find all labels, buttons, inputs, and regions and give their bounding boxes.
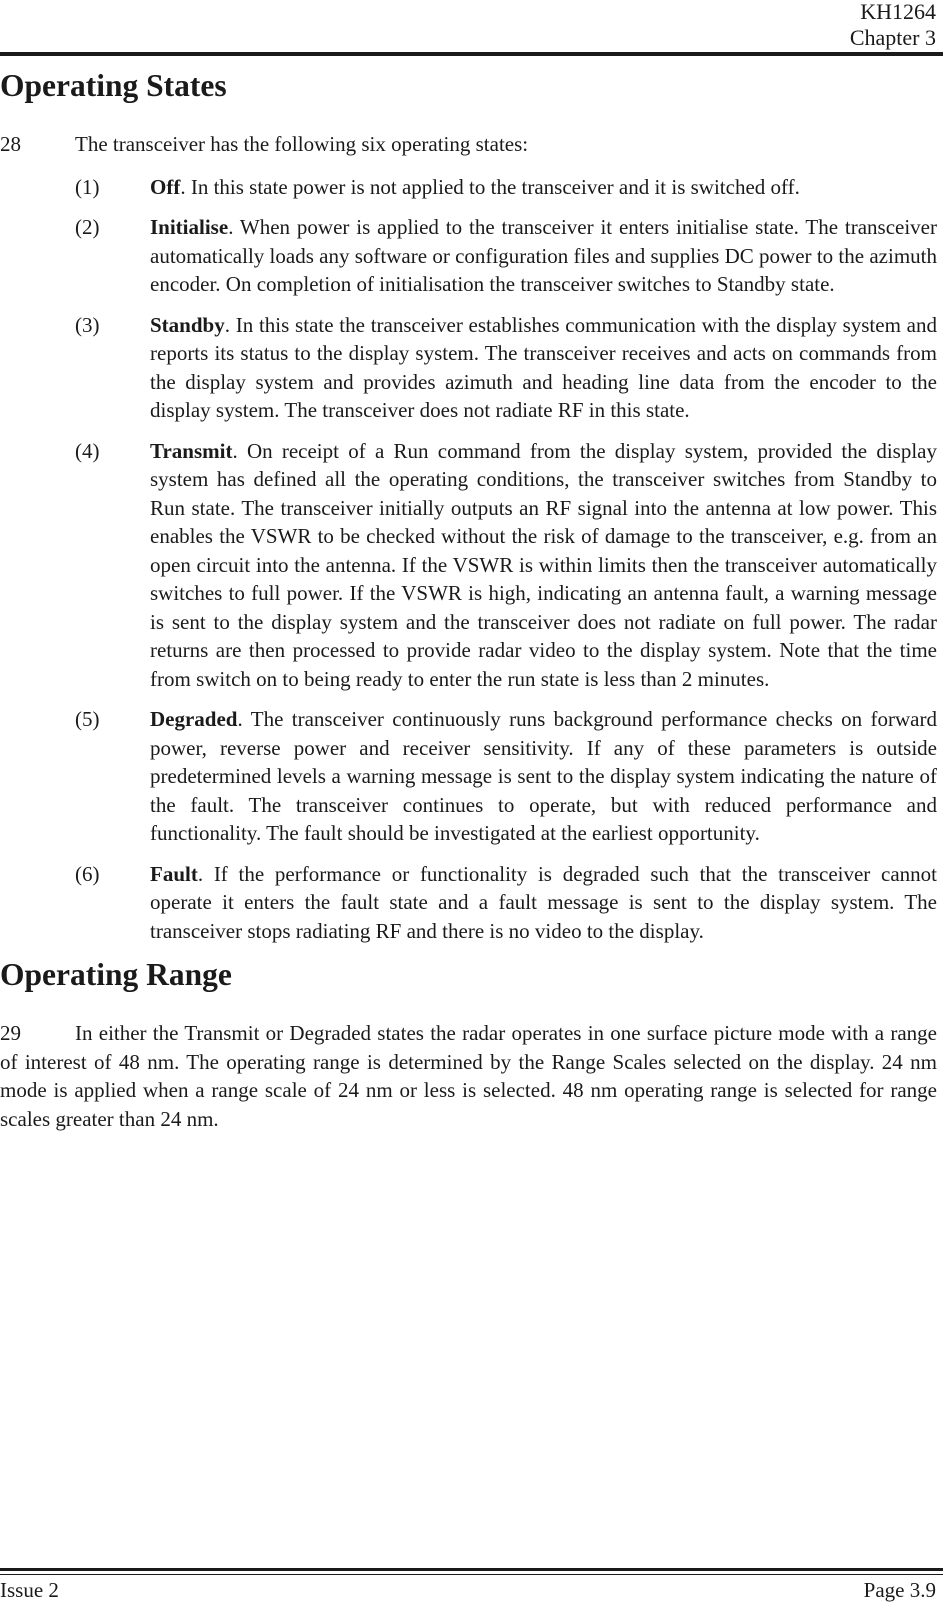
paragraph-29 xyxy=(0,1019,937,1133)
page-header xyxy=(0,0,943,62)
chapter-label: Chapter 3 xyxy=(849,25,936,50)
list-item-term: Transmit xyxy=(150,438,233,463)
list-item-number: (1) xyxy=(75,174,100,199)
list-item-transmit xyxy=(0,437,937,694)
footer-rule xyxy=(0,1568,943,1571)
header-rule xyxy=(0,52,943,56)
list-item-term: Initialise xyxy=(150,215,229,239)
list-item-number: (2) xyxy=(75,215,100,239)
list-item-standby xyxy=(0,311,937,425)
footer-rule-thin xyxy=(0,1574,943,1575)
list-item-text: . On receipt of a Run command from the display system, provided the display system has defined all the operating conditions, the transceiver switches from Standby to Run state. The transceiver initially outputs an RF signal into the antenna at low power. This enables the VSWR to be checked without the risk of damage to the transceiver, e.g. from an open circuit into the antenna. If the VSWR is within limits then the transceiver automatically switches to full power. If the VSWR is high, indicating an antenna fault, a warning message is sent to the display system and the transceiver does not radiate on full power. The radar returns are then processed to provide radar video to the display system. Note that the time from switch on to being ready to enter the run state is less than 2 minutes. xyxy=(150,438,937,691)
issue-label: Issue 2 xyxy=(0,1578,59,1602)
list-item-text: . When power is applied to the transceiver it enters initialise state. The transceiver automatically loads any software or configuration files and supplies DC power to the azimuth encoder. On completion of initialisation the transceiver switches to Standby state. xyxy=(150,215,937,296)
page-body xyxy=(0,68,937,1133)
list-item-number: (6) xyxy=(75,861,100,886)
list-item-fault xyxy=(0,860,937,946)
list-item-term: Degraded xyxy=(150,707,238,731)
list-item-text: . In this state the transceiver establishes communication with the display system and reports its status to the display system. The transceiver receives and acts on commands from the display system and provides azimuth and heading line data from the encoder to the display system. The transceiver does not radiate RF in this state. xyxy=(150,312,937,422)
list-item-text: . The transceiver continuously runs background performance checks on forward power, reverse power and receiver sensitivity. If any of these parameters is outside predetermined levels a warning message is sent to the display system indicating the nature of the fault. The transceiver continues to operate, but with reduced performance and functionality. The fault should be investigated at the earliest opportunity. xyxy=(150,707,937,845)
page-footer xyxy=(0,1560,943,1604)
operating-states-list xyxy=(0,173,937,946)
list-item-degraded xyxy=(0,705,937,848)
list-item-off xyxy=(0,173,937,202)
list-item-number: (3) xyxy=(75,312,100,337)
list-item-number: (5) xyxy=(75,707,100,731)
list-item-text: . If the performance or functionality is degraded such that the transceiver cannot operate it enters the fault state and a fault message is sent to the display system. The transceiver stops radiating RF and there is no video to the display. xyxy=(150,861,937,943)
section-heading-operating-range: Operating Range xyxy=(0,957,232,992)
list-item-term: Standby xyxy=(150,312,225,337)
document-id: KH1264 xyxy=(860,0,936,24)
paragraph-number: 29 xyxy=(0,1021,21,1045)
list-item-term: Off xyxy=(150,174,181,199)
section-heading-operating-states: Operating States xyxy=(0,68,227,103)
list-item-initialise xyxy=(0,213,937,299)
list-item-text: . In this state power is not applied to the transceiver and it is switched off. xyxy=(180,174,800,199)
page-number: Page 3.9 xyxy=(863,1578,936,1602)
list-item-number: (4) xyxy=(75,438,100,463)
paragraph-text: In either the Transmit or Degraded states the radar operates in one surface picture mode with a range of interest of 48 nm. The operating range is determined by the Range Scales selected on the display. 24 nm mode is applied when a range scale of 24 nm or less is selected. 48 nm operating range is selected for range scales greater than 24 nm. xyxy=(0,1021,937,1131)
paragraph-number: 28 xyxy=(0,132,21,156)
list-item-term: Fault xyxy=(150,861,198,886)
paragraph-28 xyxy=(0,130,937,159)
paragraph-text: The transceiver has the following six operating states: xyxy=(75,132,529,156)
